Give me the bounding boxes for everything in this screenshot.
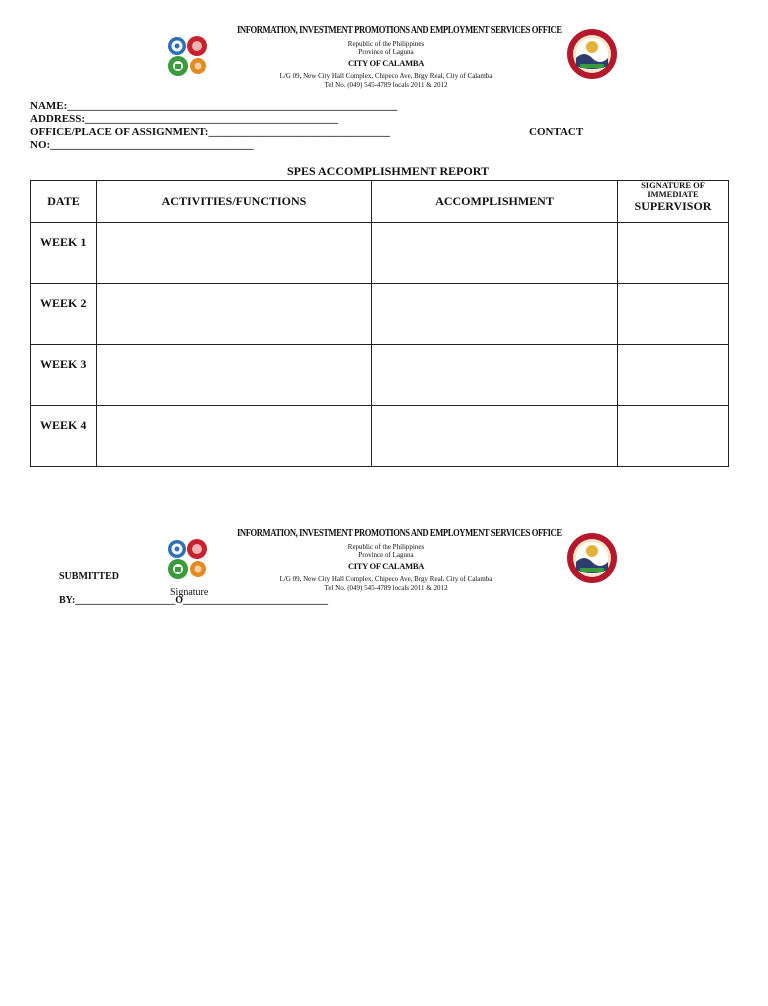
week-1-activities-cell[interactable] bbox=[97, 223, 372, 284]
week-2-label: WEEK 2 bbox=[31, 284, 97, 345]
report-title: SPES ACCOMPLISHMENT REPORT bbox=[287, 164, 490, 178]
green-gear-icon bbox=[168, 559, 188, 579]
address-line-footer: L/G 09, New City Hall Complex, Chipeco Ave, Brgy Real, City of Calamba bbox=[279, 575, 493, 583]
signature-header-small: SIGNATURE OF IMMEDIATE bbox=[641, 180, 705, 199]
republic-line: Republic of the Philippines bbox=[347, 40, 425, 48]
blue-gear-icon bbox=[168, 37, 186, 55]
week-4-accomplishment-cell[interactable] bbox=[372, 406, 618, 467]
orange-gear-icon bbox=[190, 561, 206, 577]
tel-line: Tel No. (049) 545-4789 locals 2011 & 2012 bbox=[324, 81, 448, 89]
week-3-accomplishment-cell[interactable] bbox=[372, 345, 618, 406]
iipeso-logo-footer bbox=[166, 538, 210, 585]
city-line: CITY OF CALAMBA bbox=[347, 58, 425, 68]
province-line-footer: Province of Laguna bbox=[358, 551, 414, 559]
col-signature bbox=[618, 181, 729, 223]
week-3-signature-cell[interactable] bbox=[618, 345, 729, 406]
office-field[interactable]: OFFICE/PLACE OF ASSIGNMENT:_________________________________ bbox=[30, 126, 390, 138]
office-title-footer: INFORMATION, INVESTMENT PROMOTIONS AND EMPLOYMENT SERVICES OFFICE bbox=[237, 528, 562, 539]
submitted-by-line[interactable]: BY:____________________O_____________________________ bbox=[59, 595, 329, 606]
red-gear-icon bbox=[187, 539, 207, 559]
contact-label: CONTACT bbox=[529, 126, 584, 138]
submitted-label: SUBMITTED bbox=[59, 571, 120, 582]
city-seal-icon-footer bbox=[566, 532, 618, 589]
contact-no-field[interactable]: NO:_____________________________________ bbox=[30, 139, 254, 151]
week-2-activities-cell[interactable] bbox=[97, 284, 372, 345]
week-2-accomplishment-cell[interactable] bbox=[372, 284, 618, 345]
table-row bbox=[31, 284, 729, 345]
orange-gear-icon bbox=[190, 58, 206, 74]
address-line: L/G 09, New City Hall Complex, Chipeco Ave, Brgy Real, City of Calamba bbox=[279, 72, 493, 80]
table-row bbox=[31, 345, 729, 406]
accomplishment-table bbox=[30, 180, 729, 467]
iipeso-logo bbox=[166, 35, 210, 82]
tel-line-footer: Tel No. (049) 545-4789 locals 2011 & 2012 bbox=[324, 584, 448, 592]
week-4-signature-cell[interactable] bbox=[618, 406, 729, 467]
col-activities: ACTIVITIES/FUNCTIONS bbox=[97, 181, 372, 223]
republic-line-footer: Republic of the Philippines bbox=[347, 543, 425, 551]
table-row bbox=[31, 406, 729, 467]
signature-header-big: SUPERVISOR bbox=[634, 199, 712, 213]
week-3-activities-cell[interactable] bbox=[97, 345, 372, 406]
week-1-accomplishment-cell[interactable] bbox=[372, 223, 618, 284]
blue-gear-icon bbox=[168, 540, 186, 558]
week-4-activities-cell[interactable] bbox=[97, 406, 372, 467]
address-field[interactable]: ADDRESS:______________________________________________ bbox=[30, 113, 339, 125]
city-seal-icon bbox=[566, 28, 618, 85]
week-1-signature-cell[interactable] bbox=[618, 223, 729, 284]
table-header-row bbox=[31, 181, 729, 223]
signature-label: Signature bbox=[170, 587, 209, 598]
week-1-label: WEEK 1 bbox=[31, 223, 97, 284]
red-gear-icon bbox=[187, 36, 207, 56]
city-line-footer: CITY OF CALAMBA bbox=[347, 561, 425, 571]
green-gear-icon bbox=[168, 56, 188, 76]
col-date: DATE bbox=[31, 181, 97, 223]
province-line: Province of Laguna bbox=[358, 48, 414, 56]
table-row bbox=[31, 223, 729, 284]
week-2-signature-cell[interactable] bbox=[618, 284, 729, 345]
col-accomplishment: ACCOMPLISHMENT bbox=[372, 181, 618, 223]
name-field[interactable]: NAME:____________________________________________________________ bbox=[30, 100, 398, 112]
week-4-label: WEEK 4 bbox=[31, 406, 97, 467]
week-3-label: WEEK 3 bbox=[31, 345, 97, 406]
office-title: INFORMATION, INVESTMENT PROMOTIONS AND EMPLOYMENT SERVICES OFFICE bbox=[237, 25, 562, 36]
